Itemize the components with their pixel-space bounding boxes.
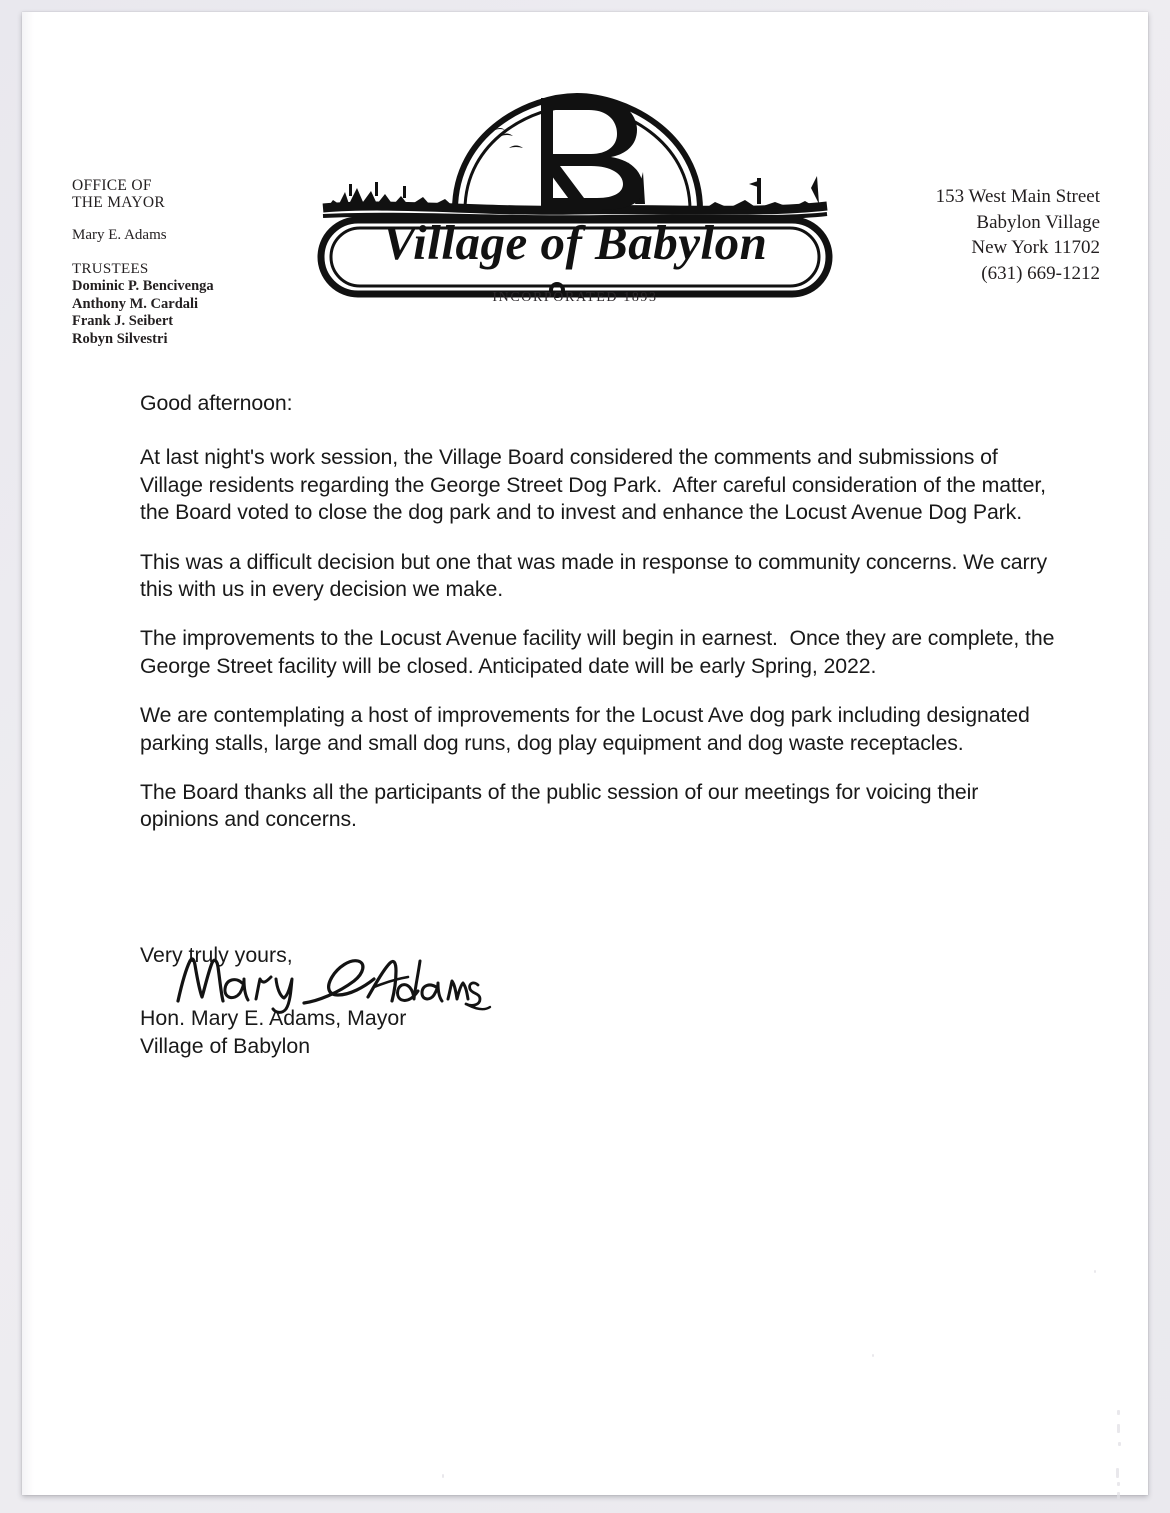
trustee-name: Robyn Silvestri <box>72 330 168 347</box>
office-line-2: THE MAYOR <box>72 194 165 211</box>
letter-paragraph: At last night's work session, the Village Board considered the comments and submissions of Village residents regarding the George Street Dog Park. After careful consideration of the matter, the Board voted to close the dog park and to invest and enhance the Locust Avenue Dog Park. <box>140 445 1052 525</box>
scan-artifact <box>872 1354 874 1357</box>
letter-body <box>140 390 1060 856</box>
village-seal-icon <box>305 92 845 322</box>
office-of-the-mayor <box>72 177 312 211</box>
scan-artifact <box>1117 1424 1120 1433</box>
address-phone: (631) 669-1212 <box>981 262 1100 284</box>
scan-artifact <box>1117 1492 1120 1499</box>
address-street: 153 West Main Street <box>935 186 1100 207</box>
office-line-1: OFFICE OF <box>72 177 152 194</box>
scan-artifact <box>1117 1410 1120 1415</box>
scan-artifact <box>1116 1468 1119 1478</box>
closing-salutation: Very truly yours, <box>140 943 293 967</box>
letter-closing-block <box>140 942 700 1060</box>
village-seal-logo <box>305 92 845 322</box>
scan-artifact <box>442 1474 444 1478</box>
trustee-name: Anthony M. Cardali <box>72 295 199 312</box>
seal-incorporated-text: INCORPORATED 1893 <box>492 290 658 305</box>
letterhead-left-block <box>72 177 312 348</box>
seal-banner-text: Village of Babylon <box>382 215 768 270</box>
mayor-name: Mary E. Adams <box>72 227 167 243</box>
address-village: Babylon Village <box>976 211 1100 233</box>
signer-name: Hon. Mary E. Adams, Mayor <box>140 1006 407 1031</box>
letter-greeting: Good afternoon: <box>140 391 293 415</box>
trustee-name: Dominic P. Bencivenga <box>72 278 214 294</box>
scan-artifact <box>1117 1482 1120 1486</box>
trustees-heading: TRUSTEES <box>72 261 149 277</box>
signature-area <box>140 969 700 1005</box>
letter-paragraph: The improvements to the Locust Avenue facility will begin in earnest. Once they are complete, the George Street facility will be closed. Anticipated date will be early Spring, 2022. <box>140 626 1061 678</box>
scan-artifact <box>1118 1442 1121 1446</box>
letter-paragraph: The Board thanks all the participants of the public session of our meetings for voicing their opinions and concerns. <box>140 780 985 832</box>
scan-artifact <box>1094 1270 1096 1273</box>
trustee-name: Frank J. Seibert <box>72 313 174 329</box>
letter-paragraph: This was a difficult decision but one that was made in response to community concerns. We carry this with us in every decision we make. <box>140 549 1053 602</box>
letter-paragraph: We are contemplating a host of improvements for the Locust Ave dog park including designated parking stalls, large and small dog runs, dog play equipment and dog waste receptacles. <box>140 703 1036 755</box>
signer-organization: Village of Babylon <box>140 1033 311 1058</box>
address-state-zip: New York 11702 <box>971 237 1100 258</box>
letterhead-address-block <box>936 184 1100 286</box>
letterhead <box>22 12 1148 347</box>
letter-page <box>22 12 1148 1495</box>
